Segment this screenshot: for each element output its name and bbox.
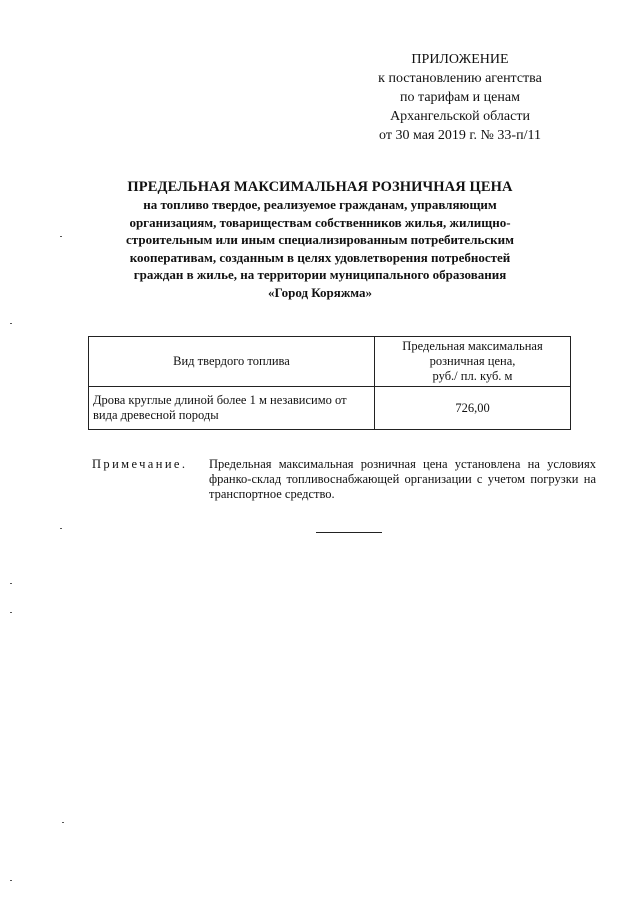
- appendix-heading: ПРИЛОЖЕНИЕ: [411, 52, 509, 67]
- document-heading: [100, 178, 540, 301]
- price-cell: 726,00: [375, 387, 571, 430]
- end-divider: [316, 532, 382, 533]
- note-text: Предельная максимальная розничная цена установлена на условиях франко-склад топливоснабжающей организации с учетом погрузки на транспортное средство.: [209, 457, 596, 501]
- table-header-row: [89, 337, 571, 387]
- scan-speck: [60, 528, 62, 529]
- scan-speck: [10, 583, 12, 584]
- appendix-line: Архангельской области: [390, 109, 530, 124]
- header-price-line: Предельная максимальная: [402, 339, 543, 353]
- document-subtitle-line: граждан в жилье, на территории муниципального образования: [133, 267, 507, 282]
- municipality-name: «Город Коряжма»: [267, 284, 373, 300]
- note-label: Примечание.: [92, 457, 188, 471]
- appendix-date-line: от 30 мая 2019 г. № 33-п/11: [379, 128, 541, 143]
- appendix-block: [330, 50, 590, 145]
- fuel-type-cell: [89, 387, 375, 430]
- document-subtitle-line: организациям, товариществам собственников жилья, жилищно-: [129, 214, 511, 230]
- scan-speck: [10, 323, 12, 324]
- header-fuel-type: Вид твердого топлива: [89, 337, 375, 387]
- header-price-line: розничная цена,: [429, 354, 516, 368]
- document-subtitle-line: кооперативам, созданным в целях удовлетворения потребностей: [129, 249, 511, 265]
- document-subtitle-line: на топливо твердое, реализуемое гражданам, управляющим: [143, 197, 497, 212]
- price-table: [88, 336, 571, 430]
- appendix-line: к постановлению агентства: [378, 71, 542, 86]
- document-title: ПРЕДЕЛЬНАЯ МАКСИМАЛЬНАЯ РОЗНИЧНАЯ ЦЕНА: [127, 179, 513, 195]
- scan-speck: [10, 880, 12, 881]
- header-price-unit: руб./ пл. куб. м: [432, 369, 513, 383]
- fuel-type-line: Дрова круглые длиной более 1 м независимо от: [93, 393, 347, 407]
- scan-speck: [60, 236, 62, 237]
- header-price: [375, 337, 571, 387]
- appendix-line: по тарифам и ценам: [400, 90, 520, 105]
- scan-speck: [62, 822, 64, 823]
- document-subtitle-line: строительным или иным специализированным потребительским: [126, 232, 514, 247]
- table-row: [89, 387, 571, 430]
- fuel-type-line: вида древесной породы: [93, 408, 219, 422]
- scan-speck: [10, 612, 12, 613]
